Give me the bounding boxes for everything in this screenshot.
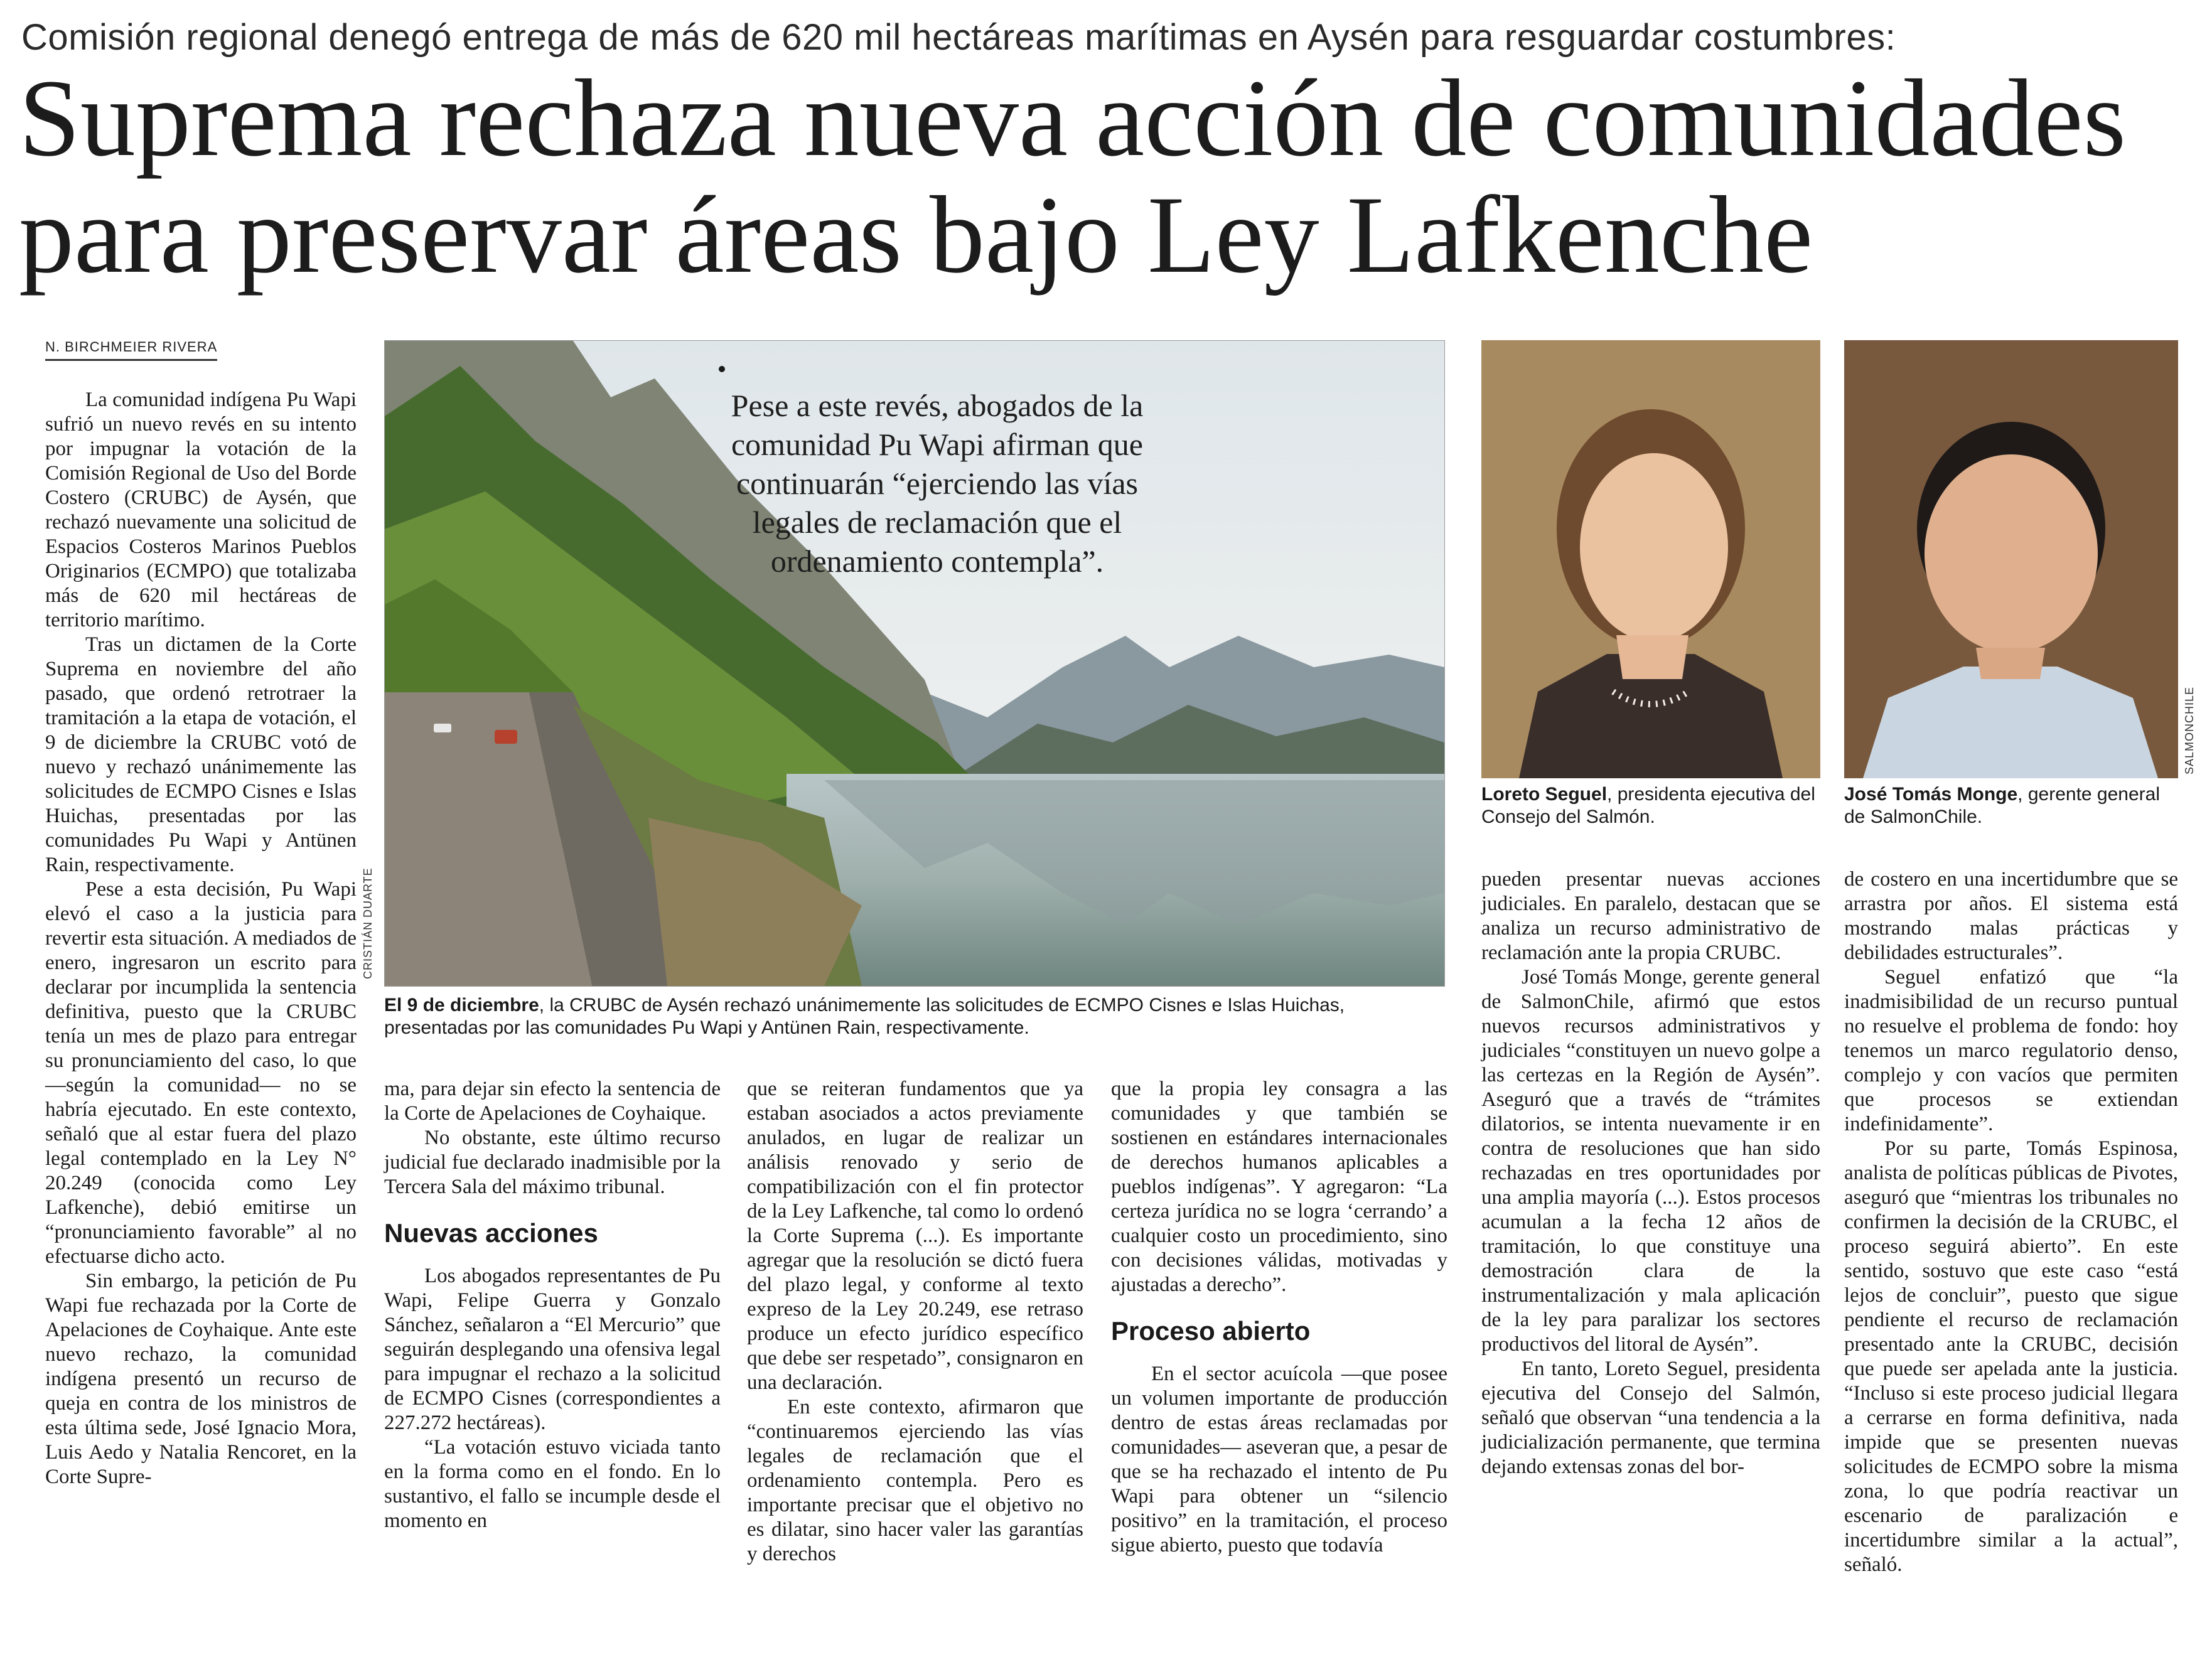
paragraph: Sin embargo, la petición de Pu Wapi fue rechazada por la Corte de Apelaciones de Coyhaique. Ante este nuevo rechazo, la comunidad indígena presentó un recurso de queja en contra de los ministros de esta última sede, José Ignacio Mora, Luis Aedo y Natalia Rencoret, en la Corte Supre- bbox=[45, 1270, 357, 1488]
caption-text: , la CRUBC de Aysén rechazó unánimemente las solicitudes de ECMPO Cisnes e Islas Huichas, presentadas por las comunidades Pu Wapi y Antünen Rain, respectivamente. bbox=[384, 995, 1345, 1038]
paragraph: José Tomás Monge, gerente general de SalmonChile, afirmó que estos nuevos recursos administrativos y judiciales “constituyen un nuevo golpe a las certezas en la Región de Aysén”. Aseguró que a través de “trámites dilatorios, se intenta nuevamente ir en contra de resoluciones que han sido rechazadas en tres oportunidades por una amplia mayoría (...). Estos procesos acumulan a la fecha 12 años de tramitación, lo que constituye una demostración clara de la instrumentalización y mala aplicación de la ley para paralizar los sectores productivos del litoral de Aysén”. bbox=[1481, 966, 1820, 1356]
article-column-3 bbox=[747, 1077, 1083, 1567]
portrait-photo-1 bbox=[1481, 340, 1820, 778]
paragraph: La comunidad indígena Pu Wapi sufrió un nuevo revés en su intento por impugnar la votación de la Comisión Regional de Uso del Borde Costero (CRUBC) de Aysén, que rechazó nuevamente una solicitud de Espacios Costeros Marinos Pueblos Originarios (ECMPO) que totalizaba más de 620 mil hectáreas de territorio marítimo. bbox=[45, 388, 357, 631]
article-column-4 bbox=[1111, 1077, 1447, 1558]
paragraph: En el sector acuícola —que posee un volumen importante de producción dentro de estas áreas reclamadas por comunidades— aseveran que, a pesar de que se ha rechazado el intento de Pu Wapi para obtener un “silencio positivo” en la tramitación, el proceso sigue abierto, puesto que todavía bbox=[1111, 1363, 1447, 1556]
paragraph: En tanto, Loreto Seguel, presidenta ejecutiva del Consejo del Salmón, señaló que observan “una tendencia a la judicialización permanente, que termina dejando extensas zonas del bor- bbox=[1481, 1358, 1820, 1478]
portrait-caption-1 bbox=[1481, 783, 1820, 828]
portrait-caption-2 bbox=[1844, 783, 2178, 828]
article-column-1 bbox=[45, 388, 357, 1489]
paragraph: Tras un dictamen de la Corte Suprema en noviembre del año pasado, que ordenó retrotraer la tramitación a la etapa de votación, el 9 de diciembre la CRUBC votó de nuevo y rechazó unánimemente las solicitudes de ECMPO Cisnes e Islas Huichas, presentadas por las comunidades Pu Wapi y Antünen Rain, respectivamente. bbox=[45, 633, 357, 876]
photo-credit: CRISTIÁN DUARTE bbox=[362, 867, 374, 979]
portrait-role-1: , presidenta ejecutiva del Consejo del Salmón. bbox=[1481, 784, 1815, 827]
article-column-2 bbox=[384, 1077, 721, 1533]
portrait-role-2: , gerente general de SalmonChile. bbox=[1844, 784, 2161, 827]
paragraph: No obstante, este último recurso judicial fue declarado inadmisible por la Tercera Sala del máximo tribunal. bbox=[384, 1127, 721, 1198]
paragraph: de costero en una incertidumbre que se arrastra por años. El sistema está mostrando malas prácticas y debilidades estructurales”. bbox=[1844, 868, 2178, 964]
pull-quote-bullet bbox=[719, 366, 725, 372]
caption-lead: El 9 de diciembre bbox=[384, 995, 539, 1015]
pull-quote: Pese a este revés, abogados de la comunidad Pu Wapi afirman que continuarán “ejerciendo las vías legales de reclamación que el ordenamiento contempla”. bbox=[731, 388, 1144, 579]
portrait-photo-2 bbox=[1844, 340, 2178, 778]
paragraph: Por su parte, Tomás Espinosa, analista de políticas públicas de Pivotes, aseguró que “mientras los tribunales no confirmen la decisión de la CRUBC, el proceso seguirá abierto”. En este sentido, sostuvo que este caso “está lejos de concluir”, puesto que sigue pendiente el recurso de reclamación presentado ante la CRUBC, decisión que puede ser apelada ante la justicia. “Incluso si este proceso judicial llegara a cerrarse en forma definitiva, nada impide que se presenten nuevas solicitudes de ECMPO sobre la misma zona, lo que podría reactivar un escenario de paralización e incertidumbre similar a la actual”, señaló. bbox=[1844, 1137, 2178, 1576]
paragraph: En este contexto, afirmaron que “continuaremos ejerciendo las vías legales de reclamación que el ordenamiento contempla. Pero es importante precisar que el objetivo no es dilatar, sino hacer valer las garantías y derechos bbox=[747, 1396, 1083, 1565]
main-photo-caption bbox=[384, 994, 1445, 1039]
kicker: Comisión regional denegó entrega de más de 620 mil hectáreas marítimas en Aysén para resguardar costumbres: bbox=[21, 17, 1896, 58]
paragraph: ma, para dejar sin efecto la sentencia de la Corte de Apelaciones de Coyhaique. bbox=[384, 1078, 721, 1125]
article-column-6 bbox=[1844, 867, 2178, 1577]
portrait-name-1: Loreto Seguel bbox=[1481, 784, 1608, 805]
headline-line-2: para preservar áreas bajo Ley Lafkenche bbox=[19, 174, 1813, 296]
portrait-name-2: José Tomás Monge bbox=[1844, 784, 2018, 805]
portrait-illustration-1 bbox=[1481, 340, 1820, 778]
portrait-illustration-2 bbox=[1844, 340, 2178, 778]
paragraph: “La votación estuvo viciada tanto en la forma como en el fondo. En lo sustantivo, el fallo se incumple desde el momento en bbox=[384, 1436, 721, 1532]
paragraph: que se reiteran fundamentos que ya estaban asociados a actos previamente anulados, en lugar de realizar un análisis renovado y serio de compatibilización con el fin protector de la Ley Lafkenche, tal como lo ordenó la Corte Suprema (...). Es importante agregar que la resolución se dictó fuera del plazo legal, y conforme al texto expreso de la Ley 20.249, ese retraso produce un efecto jurídico específico que debe ser respetado”, consignaron en una declaración. bbox=[747, 1078, 1083, 1394]
byline: N. BIRCHMEIER RIVERA bbox=[45, 339, 217, 361]
portrait-credit-2: SALMONCHILE bbox=[2183, 686, 2196, 774]
paragraph: Los abogados representantes de Pu Wapi, Felipe Guerra y Gonzalo Sánchez, señalaron a “El Mercurio” que seguirán desplegando una ofensiva legal para impugnar el rechazo a la solicitud de ECMPO Cisnes (correspondientes a 227.272 hectáreas). bbox=[384, 1265, 721, 1434]
subheading-nuevas-acciones: Nuevas acciones bbox=[384, 1218, 598, 1248]
paragraph: pueden presentar nuevas acciones judiciales. En paralelo, destacan que se analiza un recurso administrativo de reclamación ante la propia CRUBC. bbox=[1481, 868, 1820, 964]
article-column-5 bbox=[1481, 867, 1820, 1479]
paragraph: que la propia ley consagra a las comunidades y que también se sostienen en estándares internacionales de derechos humanos aplicables a pueblos indígenas”. Y agregaron: “La certeza jurídica no se logra ‘cerrando’ a cualquier costo un procedimiento, sino con decisiones válidas, motivadas y ajustadas a derecho”. bbox=[1111, 1078, 1447, 1296]
headline bbox=[19, 57, 2191, 296]
paragraph: Seguel enfatizó que “la inadmisibilidad de un recurso puntual no resuelve el problema de fondo: hoy tenemos un marco regulatorio denso, complejo y con vacíos que permiten que procesos se extiendan indefinidamente”. bbox=[1844, 966, 2178, 1135]
main-photo bbox=[384, 340, 1445, 987]
headline-line-1: Suprema rechaza nueva acción de comunidades bbox=[19, 57, 2127, 179]
subheading-proceso-abierto: Proceso abierto bbox=[1111, 1316, 1311, 1346]
paragraph: Pese a esta decisión, Pu Wapi elevó el caso a la justicia para revertir esta situación. A mediados de enero, ingresaron un escrito para declarar por incumplida la sentencia definitiva, puesto que la CRUBC tenía un mes de plazo para entregar su pronunciamiento del caso, lo que —según la comunidad— no se habría ejecutado. En este contexto, señaló que al estar fuera del plazo legal contemplado en la Ley N° 20.249 (conocida como Ley Lafkenche), debió emitirse un “pronunciamiento favorable” al no efectuarse dicho acto. bbox=[45, 878, 357, 1268]
